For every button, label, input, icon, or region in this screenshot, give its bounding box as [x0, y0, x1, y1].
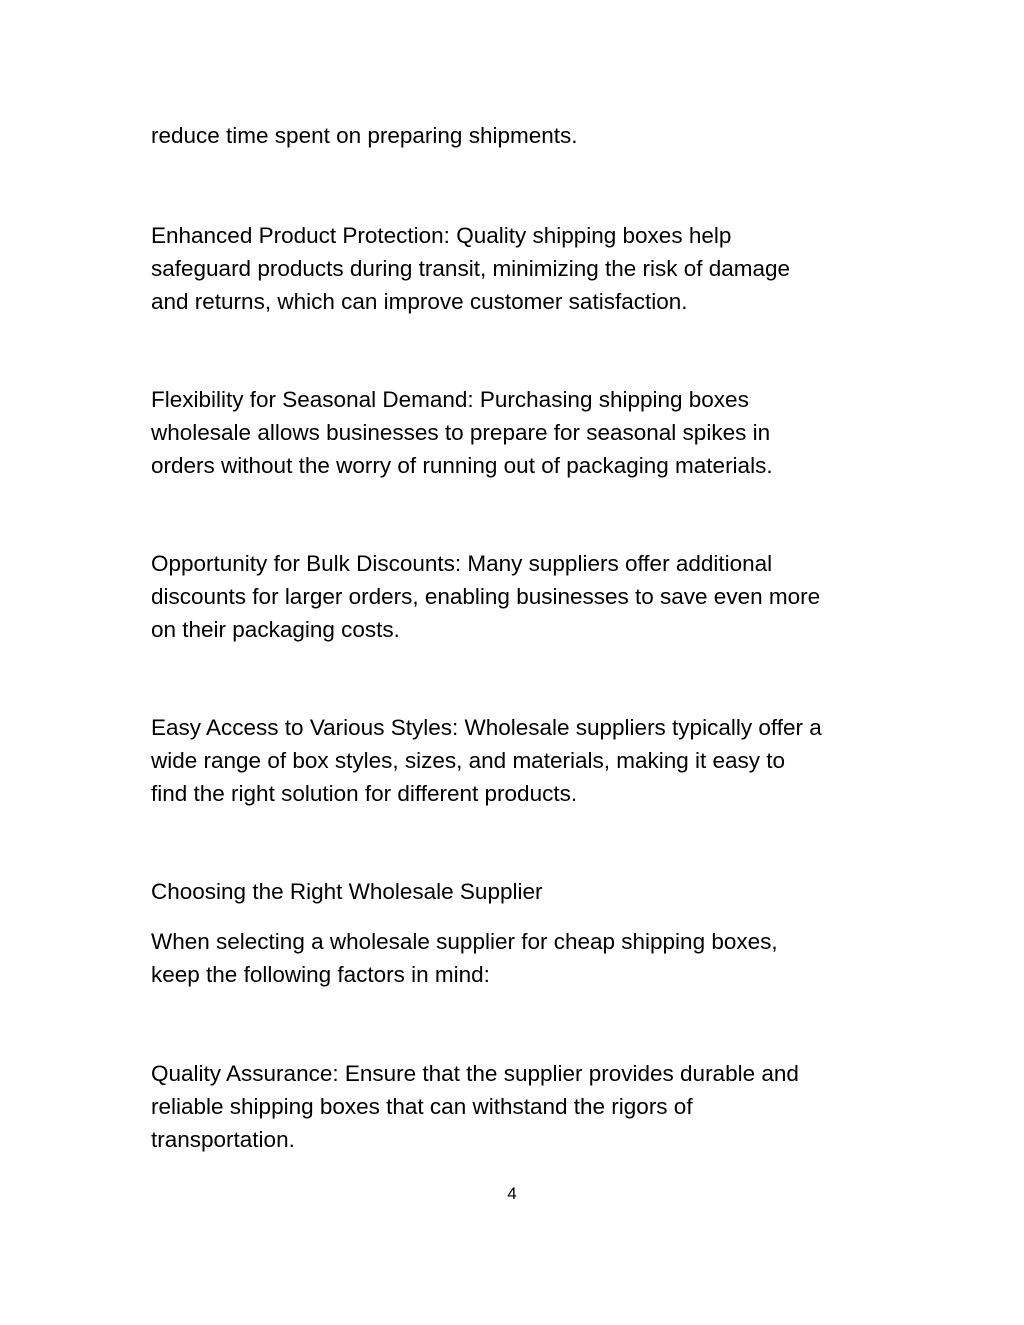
text-line: orders without the worry of running out of packaging materials.	[151, 452, 773, 478]
paragraph-shipment-time	[151, 120, 881, 153]
paragraph-quality-assurance	[151, 1058, 881, 1156]
text-line: transportation.	[151, 1126, 295, 1152]
paragraph-product-protection	[151, 220, 881, 318]
paragraph-bulk-discounts	[151, 548, 881, 646]
section-heading-choosing-supplier	[151, 876, 881, 909]
text-line: wide range of box styles, sizes, and materials, making it easy to	[151, 747, 786, 773]
text-line: Quality Assurance: Ensure that the supplier provides durable and	[151, 1061, 799, 1086]
text-line: keep the following factors in mind:	[151, 961, 490, 987]
text-line: on their packaging costs.	[151, 616, 400, 642]
text-line: and returns, which can improve customer satisfaction.	[151, 288, 688, 314]
text-line: find the right solution for different products.	[151, 780, 578, 806]
text-line: Enhanced Product Protection: Quality shipping boxes help	[151, 223, 732, 248]
text-line: When selecting a wholesale supplier for cheap shipping boxes,	[151, 929, 778, 954]
text-line: safeguard products during transit, minimizing the risk of damage	[151, 255, 791, 281]
paragraph-seasonal-demand	[151, 384, 881, 482]
text-line: Flexibility for Seasonal Demand: Purchasing shipping boxes	[151, 387, 749, 412]
text-line: reliable shipping boxes that can withstand the rigors of	[151, 1093, 693, 1119]
page-number: 4	[507, 1184, 517, 1203]
text-line: discounts for larger orders, enabling businesses to save even more	[151, 583, 821, 609]
heading-text: Choosing the Right Wholesale Supplier	[151, 879, 543, 904]
text-line: wholesale allows businesses to prepare for seasonal spikes in	[151, 419, 771, 445]
paragraph-selection-intro	[151, 926, 881, 992]
paragraph-various-styles	[151, 712, 881, 810]
text-line: reduce time spent on preparing shipments.	[151, 123, 578, 148]
text-line: Easy Access to Various Styles: Wholesale suppliers typically offer a	[151, 715, 822, 740]
text-line: Opportunity for Bulk Discounts: Many suppliers offer additional	[151, 551, 773, 576]
